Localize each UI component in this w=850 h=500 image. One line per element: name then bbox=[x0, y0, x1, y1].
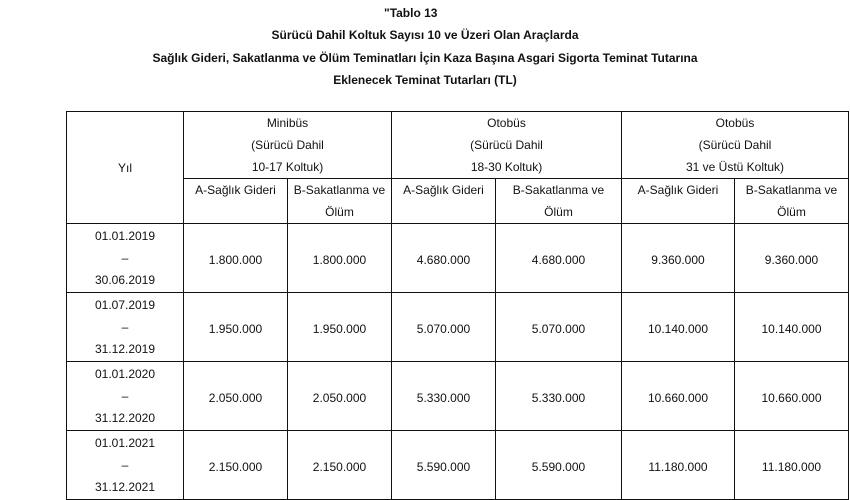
group-header-otobus-18-30 bbox=[392, 112, 622, 179]
table-row bbox=[67, 431, 849, 500]
group-sub1: (Sürücü Dahil bbox=[470, 138, 543, 152]
col-header-a: A-Sağlık Gideri bbox=[622, 179, 735, 224]
group-sub2: 18-30 Koltuk) bbox=[470, 160, 543, 174]
table-number: "Tablo 13 bbox=[384, 6, 438, 20]
value-cell: 9.360.000 bbox=[735, 224, 849, 293]
value-cell: 10.140.000 bbox=[735, 293, 849, 362]
value-cell: 1.800.000 bbox=[288, 224, 392, 293]
group-name: Otobüs bbox=[715, 116, 755, 130]
group-name: Minibüs bbox=[266, 116, 309, 130]
title-line-3: Eklenecek Teminat Tutarları (TL) bbox=[333, 73, 517, 87]
title-line-1: Sürücü Dahil Koltuk Sayısı 10 ve Üzeri Olan Araçlarda bbox=[271, 28, 579, 42]
value-cell: 5.590.000 bbox=[496, 431, 622, 500]
value-cell: 5.330.000 bbox=[392, 362, 496, 431]
table-row bbox=[67, 362, 849, 431]
title-line-2: Sağlık Gideri, Sakatlanma ve Ölüm Teminatları İçin Kaza Başına Asgari Sigorta Teminat Tutarına bbox=[152, 51, 698, 65]
value-cell: 2.050.000 bbox=[184, 362, 288, 431]
year-header: Yıl bbox=[67, 112, 184, 224]
value-cell: 11.180.000 bbox=[735, 431, 849, 500]
value-cell: 5.070.000 bbox=[496, 293, 622, 362]
value-cell: 2.150.000 bbox=[288, 431, 392, 500]
value-cell: 10.660.000 bbox=[735, 362, 849, 431]
date-range: 01.07.2019 – 31.12.2019 bbox=[67, 293, 184, 362]
group-name: Otobüs bbox=[487, 116, 526, 130]
value-cell: 11.180.000 bbox=[622, 431, 735, 500]
value-cell: 5.070.000 bbox=[392, 293, 496, 362]
value-cell: 1.950.000 bbox=[184, 293, 288, 362]
coverage-table bbox=[66, 111, 849, 500]
value-cell: 1.800.000 bbox=[184, 224, 288, 293]
col-header-b: B-Sakatlanma ve Ölüm bbox=[735, 179, 849, 224]
table-row bbox=[67, 293, 849, 362]
group-sub1: (Sürücü Dahil bbox=[251, 138, 324, 152]
value-cell: 4.680.000 bbox=[392, 224, 496, 293]
value-cell: 1.950.000 bbox=[288, 293, 392, 362]
value-cell: 10.660.000 bbox=[622, 362, 735, 431]
group-sub2: 10-17 Koltuk) bbox=[251, 160, 324, 174]
value-cell: 5.330.000 bbox=[496, 362, 622, 431]
value-cell: 4.680.000 bbox=[496, 224, 622, 293]
value-cell: 10.140.000 bbox=[622, 293, 735, 362]
date-range: 01.01.2021 – 31.12.2021 bbox=[67, 431, 184, 500]
value-cell: 5.590.000 bbox=[392, 431, 496, 500]
table-row bbox=[67, 224, 849, 293]
group-header-minibus bbox=[184, 112, 392, 179]
col-header-b: B-Sakatlanma ve Ölüm bbox=[496, 179, 622, 224]
value-cell: 9.360.000 bbox=[622, 224, 735, 293]
col-header-a: A-Sağlık Gideri bbox=[184, 179, 288, 224]
date-range: 01.01.2019 – 30.06.2019 bbox=[67, 224, 184, 293]
date-range: 01.01.2020 – 31.12.2020 bbox=[67, 362, 184, 431]
col-header-b: B-Sakatlanma ve Ölüm bbox=[288, 179, 392, 224]
value-cell: 2.150.000 bbox=[184, 431, 288, 500]
group-sub2: 31 ve Üstü Koltuk) bbox=[685, 160, 785, 174]
col-header-a: A-Sağlık Gideri bbox=[392, 179, 496, 224]
group-header-otobus-31 bbox=[622, 112, 849, 179]
value-cell: 2.050.000 bbox=[288, 362, 392, 431]
group-sub1: (Sürücü Dahil bbox=[698, 138, 772, 152]
